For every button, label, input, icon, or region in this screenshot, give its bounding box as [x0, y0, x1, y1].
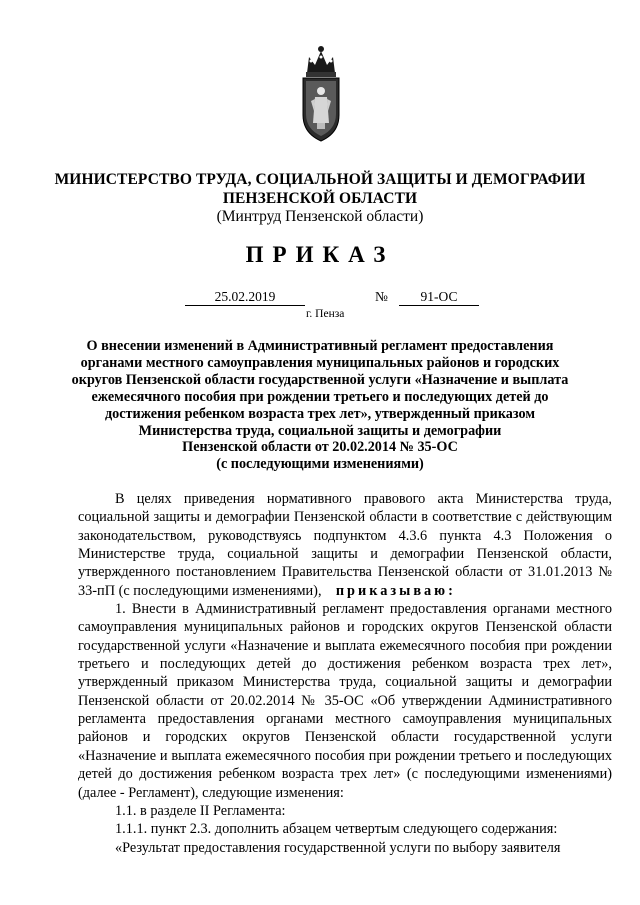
subject-line: О внесении изменений в Административный регламент предоставления	[86, 338, 554, 354]
ministry-name-line-1: МИНИСТЕРСТВО ТРУДА, СОЦИАЛЬНОЙ ЗАЩИТЫ И ДЕМОГРАФИИ	[54, 171, 586, 188]
subject-line: округов Пензенской области государственной услуги «Назначение и выплата	[71, 371, 569, 388]
preamble-paragraph	[78, 490, 612, 600]
subject-line: (с последующими изменениями)	[216, 456, 424, 473]
date-number-line	[185, 289, 485, 307]
preamble-text: В целях приведения нормативного правового акта Министерства труда, социальной защиты и демографии Пензенской области в соответствие с действующим законодательством, руководствуясь подпунктом 4.3.6 пункта 4.3 Положения о Министерстве труда, социальной защиты и демографии Пензенской области, утвержденного постановлением Правительства Пензенской области от 31.01.2013 № 33-пП (с последующими изменениями),	[78, 491, 612, 599]
subject-line: Министерства труда, социальной защиты и демографии	[138, 422, 502, 439]
body-paragraph: «Результат предоставления государственной услуги по выбору заявителя	[115, 839, 561, 856]
city: г. Пенза	[306, 308, 345, 320]
body-paragraph: 1. Внести в Административный регламент предоставления органами местного самоуправления муниципальных районов и городских округов Пензенской области государственной услуги «Назначение и выплата ежемесячного пособия при рождении третьего и последующих детей до достижения ребенком возраста трех лет», утвержденный приказом Министерства труда, социальной защиты и демографии Пензенской области от 20.02.2014 № 35-ОС «Об утверждении Административного регламента предоставления органами местного самоуправления муниципальных районов и городских округов Пензенской области государственной услуги «Назначение и выплата ежемесячного пособия при рождении третьего и последующих детей до достижения ребенком возраста трех лет» (с последующими изменениями) (далее - Регламент), следующие изменения:	[78, 601, 612, 801]
ministry-name-line-2: ПЕНЗЕНСКОЙ ОБЛАСТИ	[222, 190, 418, 207]
order-number: 91-ОС	[399, 289, 479, 306]
coat-of-arms-icon	[297, 45, 345, 145]
ministry-short-name: (Минтруд Пензенской области)	[216, 208, 424, 225]
ministry-name	[40, 170, 600, 208]
body-paragraph: 1.1. в разделе II Регламента:	[115, 802, 286, 819]
document-type-title: ПРИКАЗ	[245, 242, 395, 267]
order-body	[78, 490, 612, 857]
number-sign: №	[375, 289, 388, 304]
order-word: приказываю:	[335, 582, 456, 599]
subject-line: органами местного самоуправления муниципальных районов и городских	[80, 354, 560, 371]
subject-line: достижения ребенком возраста трех лет», утвержденный приказом	[104, 405, 535, 422]
body-paragraph: 1.1.1. пункт 2.3. дополнить абзацем четвертым следующего содержания:	[115, 821, 558, 838]
order-date: 25.02.2019	[185, 289, 305, 306]
subject-line: Пензенской области от 20.02.2014 № 35-ОС	[182, 439, 458, 456]
order-subject	[60, 338, 580, 473]
subject-line: ежемесячного пособия при рождении третьего и последующих детей до	[91, 388, 549, 405]
